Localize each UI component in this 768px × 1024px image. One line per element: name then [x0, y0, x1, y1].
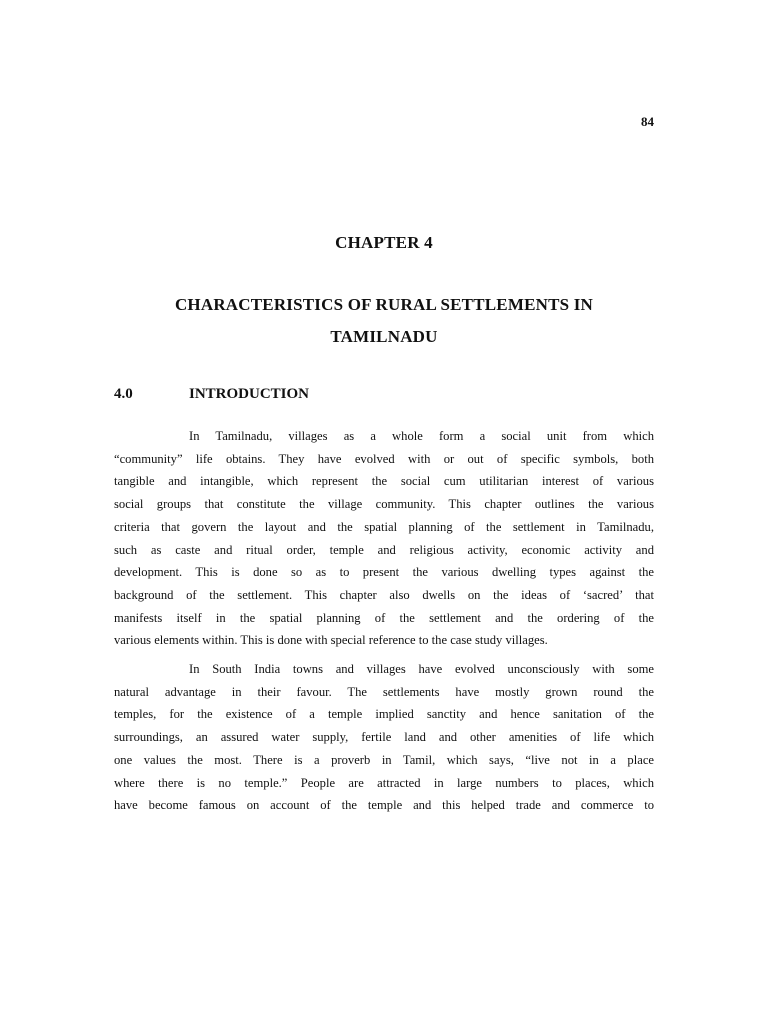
- paragraph-line: temples, for the existence of a temple implied sanctity and hence sanitation of the: [114, 707, 654, 722]
- section-heading: [114, 386, 654, 403]
- paragraph-line: surroundings, an assured water supply, fertile land and other amenities of life which: [114, 730, 654, 745]
- paragraph-line: one values the most. There is a proverb in Tamil, which says, “live not in a place: [114, 752, 654, 767]
- paragraph-line: manifests itself in the spatial planning of the settlement and the ordering of the: [114, 610, 654, 625]
- paragraph-line: “community” life obtains. They have evolved with or out of specific symbols, both: [114, 451, 654, 466]
- page-number: 84: [641, 114, 654, 129]
- paragraph-line: have become famous on account of the temple and this helped trade and commerce to: [114, 798, 654, 813]
- chapter-label: CHAPTER 4: [335, 233, 433, 252]
- paragraph-line: various elements within. This is done with special reference to the case study villages.: [114, 633, 548, 648]
- paragraph-line: development. This is done so as to present the various dwelling types against the: [114, 565, 654, 580]
- paragraph-line: criteria that govern the layout and the spatial planning of the settlement in Tamilnadu,: [114, 519, 654, 534]
- paragraph-line: social groups that constitute the village community. This chapter outlines the various: [114, 497, 654, 512]
- paragraph-line: where there is no temple.” People are attracted in large numbers to places, which: [114, 775, 654, 790]
- chapter-title-line: CHARACTERISTICS OF RURAL SETTLEMENTS IN: [174, 295, 594, 314]
- paragraph-line: tangible and intangible, which represent the social cum utilitarian interest of various: [114, 474, 654, 489]
- body-paragraph: [114, 425, 654, 652]
- section-title: INTRODUCTION: [189, 386, 310, 402]
- paragraph-line: natural advantage in their favour. The settlements have mostly grown round the: [114, 684, 654, 699]
- paragraph-line: In Tamilnadu, villages as a whole form a social unit from which: [189, 429, 654, 443]
- paragraph-line: In South India towns and villages have evolved unconsciously with some: [189, 662, 654, 676]
- paragraph-line: such as caste and ritual order, temple and religious activity, economic activity and: [114, 542, 654, 557]
- chapter-title-line: TAMILNADU: [330, 327, 438, 346]
- section-number: 4.0: [114, 386, 133, 402]
- body-paragraph: [114, 658, 654, 817]
- chapter-title: [114, 289, 654, 353]
- paragraph-line: background of the settlement. This chapter also dwells on the ideas of ‘sacred’ that: [114, 587, 654, 602]
